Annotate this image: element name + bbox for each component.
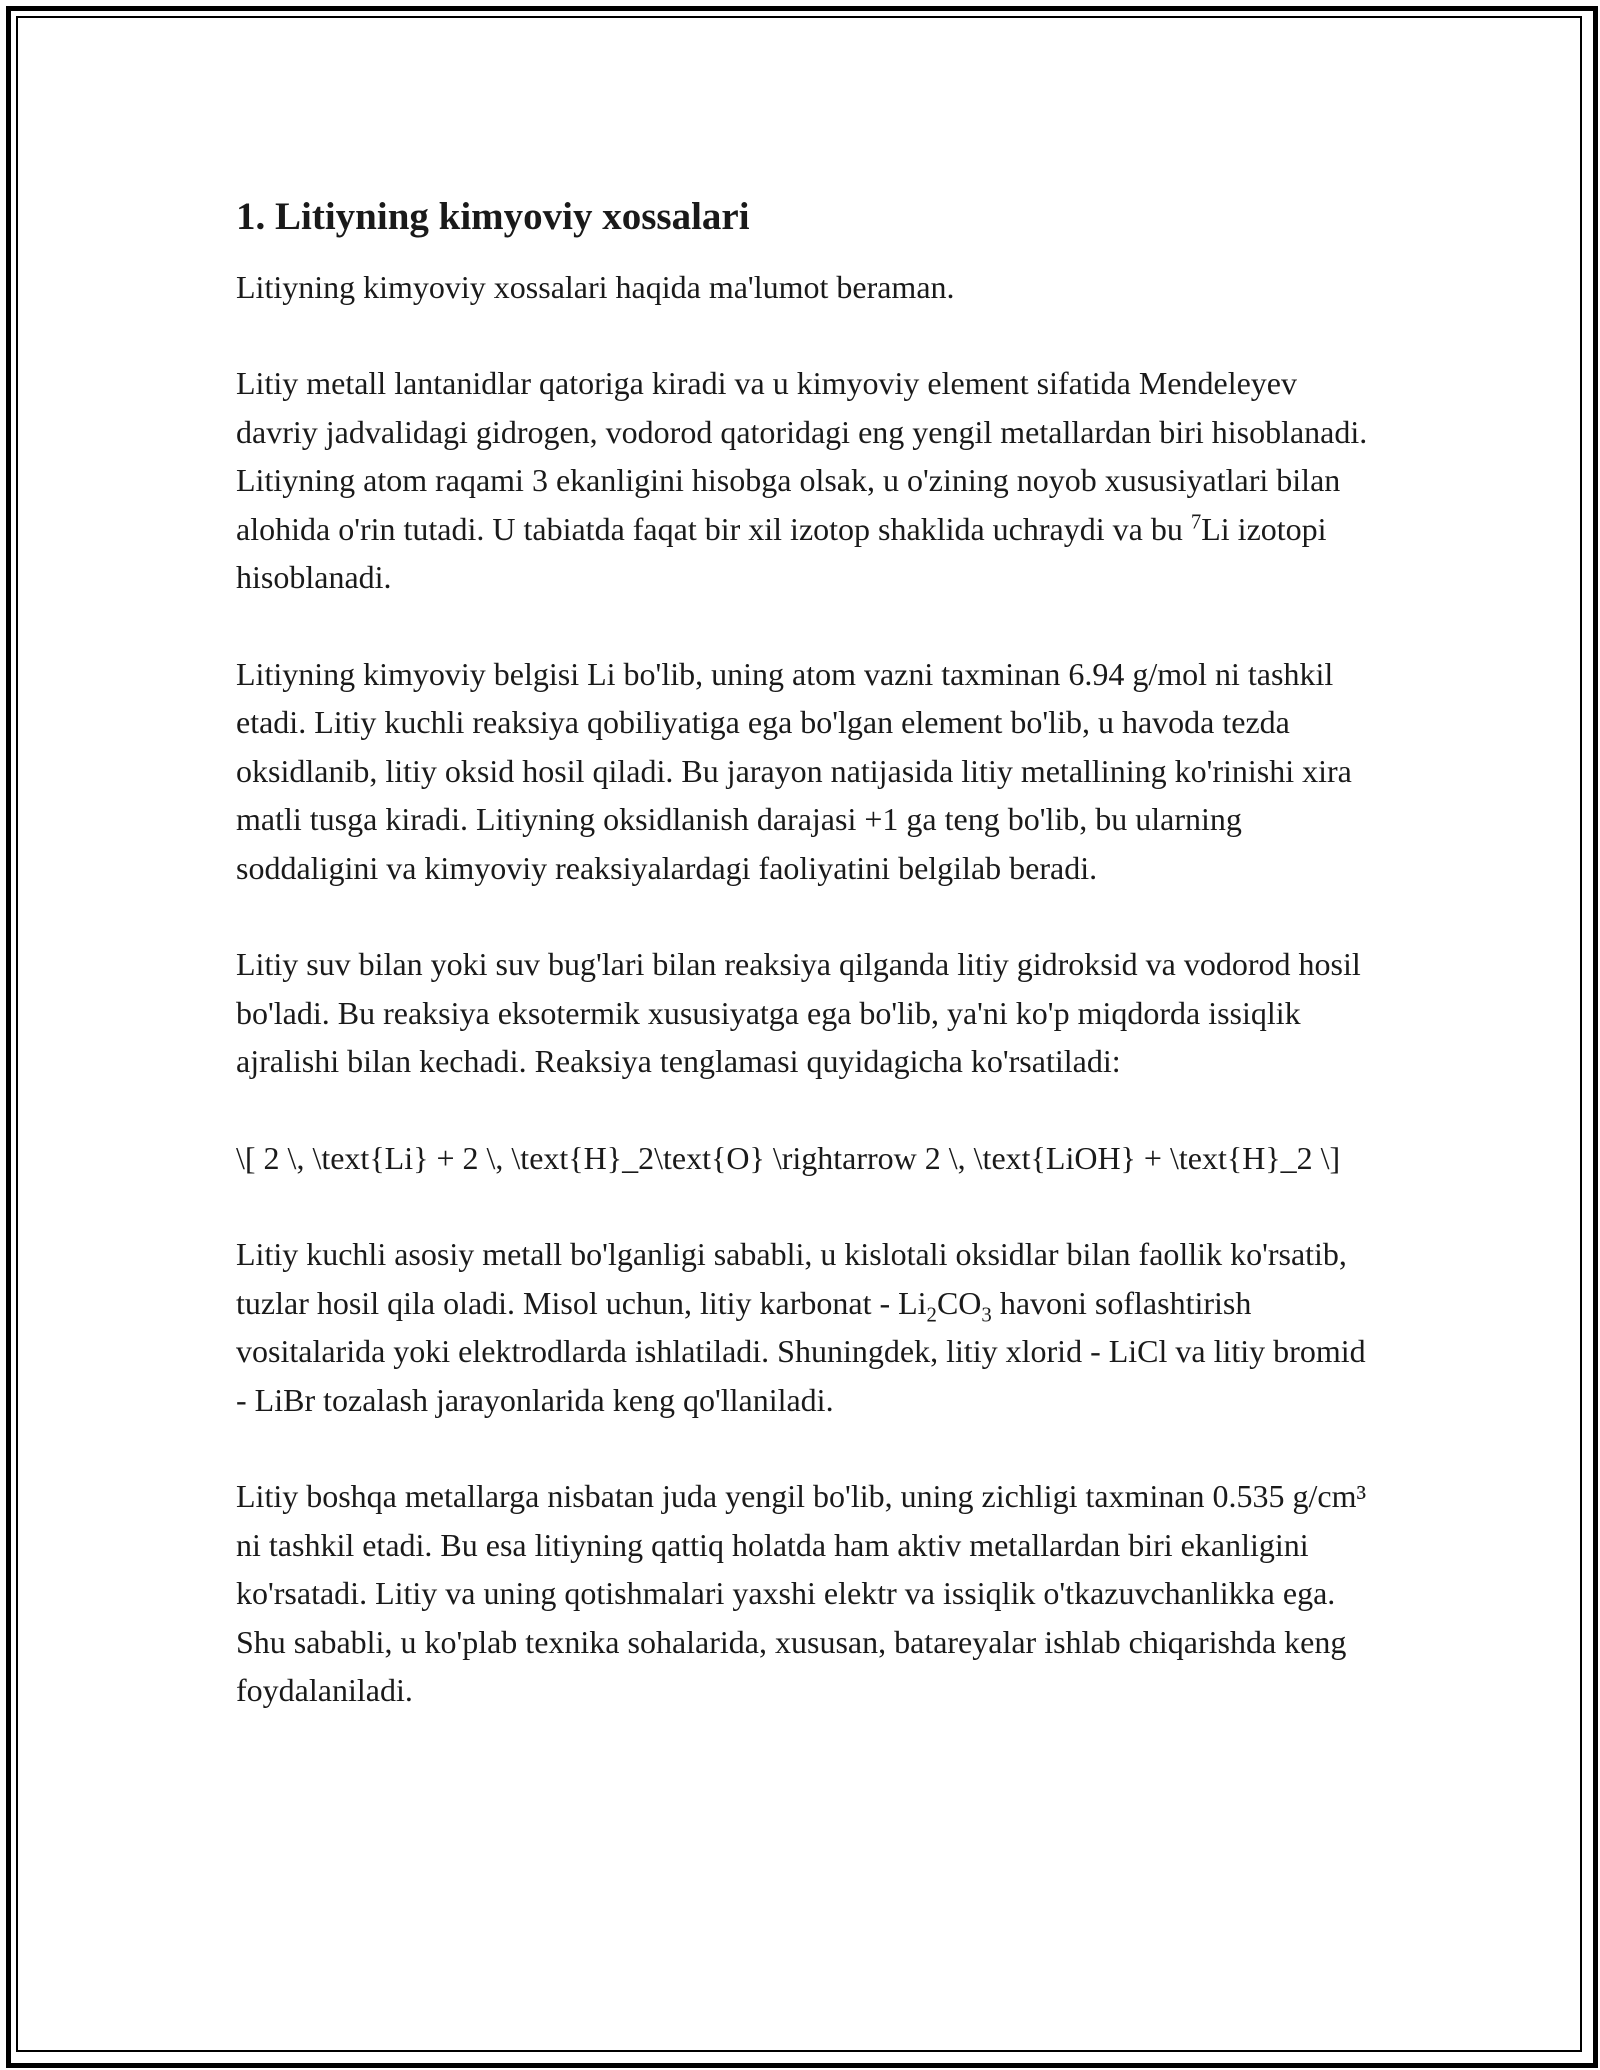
isotope-mass-number: 7 [1190,510,1202,534]
paragraph-isotope [236,359,1376,602]
paragraph-salts [236,1230,1376,1424]
paragraph-salts-text: Litiy kuchli asosiy metall bo'lganligi sababli, u kislotali oksidlar bilan faollik ko'rsatib, tuzlar hosil qila oladi. Misol uchun, litiy karbonat - Li [236,1236,1347,1321]
paragraph-water-reaction: Litiy suv bilan yoki suv bug'lari bilan reaksiya qilganda litiy gidroksid va vodorod hosil bo'ladi. Bu reaksiya eksotermik xususiyatga ega bo'lib, ya'ni ko'p miqdorda issiqlik ajralishi bilan kechadi. Reaksiya tenglamasi quyidagicha ko'rsatiladi: [236,946,1361,1080]
document-body [236,180,1376,1763]
reaction-equation: \[ 2 \, \text{Li} + 2 \, \text{H}_2\text{O} \rightarrow 2 \, \text{LiOH} + \text{H}_2 \] [236,1139,1341,1176]
subscript-3: 3 [981,1302,992,1326]
paragraph-salts-end: havoni soflashtirish vositalarida yoki elektrodlarda ishlatiladi. Shuningdek, litiy xlorid - LiCl va litiy bromid - LiBr tozalash jarayonlarida keng qo'llaniladi. [236,1284,1366,1418]
section-title: 1. Litiyning kimyoviy xossalari [236,195,750,238]
intro-paragraph: Litiyning kimyoviy xossalari haqida ma'lumot beraman. [236,268,955,305]
subscript-2: 2 [926,1302,937,1326]
paragraph-isotope-end: Li izotopi hisoblanadi. [236,510,1327,596]
paragraph-symbol: Litiyning kimyoviy belgisi Li bo'lib, uning atom vazni taxminan 6.94 g/mol ni tashkil etadi. Litiy kuchli reaksiya qobiliyatiga ega bo'lgan element bo'lib, u havoda tezda oksidlanib, litiy oksid hosil qiladi. Bu jarayon natijasida litiy metallining ko'rinishi xira matli tusga kiradi. Litiyning oksidlanish darajasi +1 ga teng bo'lib, bu ularning soddaligini va kimyoviy reaksiyalardagi faoliyatini belgilab beradi. [236,655,1352,886]
paragraph-salts-formula: CO [936,1284,982,1321]
paragraph-density: Litiy boshqa metallarga nisbatan juda yengil bo'lib, uning zichligi taxminan 0.535 g/cm³ ni tashkil etadi. Bu esa litiyning qattiq holatda ham aktiv metallardan biri ekanligini ko'rsatadi. Litiy va uning qotishmalari yaxshi elektr va issiqlik o'tkazuvchanlikka ega. Shu sababli, u ko'plab texnika sohalarida, xususan, batareyalar ishlab chiqarishda keng foydalaniladi. [236,1478,1367,1709]
paragraph-isotope-text: Litiy metall lantanidlar qatoriga kiradi va u kimyoviy element sifatida Mendeleyev davriy jadvalidagi gidrogen, vodorod qatoridagi eng yengil metallardan biri hisoblanadi. Litiyning atom raqami 3 ekanligini hisobga olsak, u o'zining noyob xususiyatlari bilan alohida o'rin tutadi. U tabiatda faqat bir xil izotop shaklida uchraydi va bu [236,365,1368,547]
